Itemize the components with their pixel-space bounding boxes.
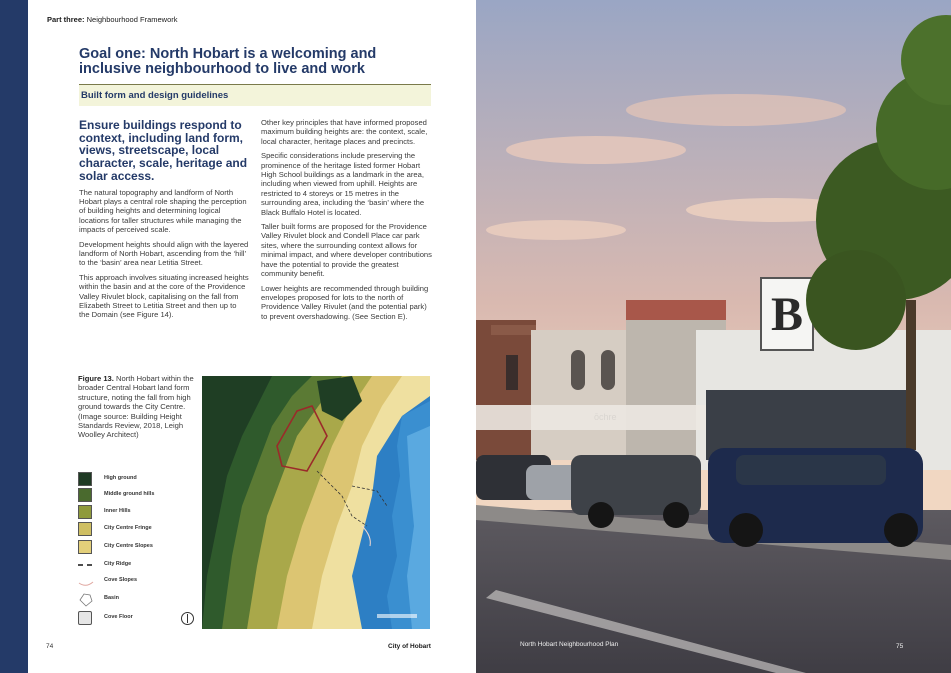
- figure-caption: [78, 374, 194, 440]
- paragraph: Taller built forms are proposed for the Providence Valley Rivulet block and Condell Place car park sites, where the surrounding context allows for minimal impact, and where developer contributions have the potential to provide the greatest community benefit.: [261, 222, 432, 279]
- paragraph: The natural topography and landform of North Hobart plays a central role shaping the perception of building heights and determining logical locations for taller structures while managing the impacts of perceived scale.: [79, 187, 247, 235]
- legend-swatch: [78, 611, 92, 625]
- paragraph: Development heights should align with the layered landform of North Hobart, ascending from the ‘hill’ to the ‘basin’ area near Letitia Street.: [79, 239, 249, 268]
- legend-item: [78, 540, 198, 556]
- page-number: 75: [896, 643, 904, 650]
- landform-map: [202, 376, 430, 629]
- legend-item: [78, 505, 198, 521]
- figure-label: Figure 13.: [78, 374, 114, 383]
- legend-label: Basin: [104, 595, 119, 601]
- footer-org: City of Hobart: [388, 643, 431, 650]
- paragraph: Other key principles that have informed proposed maximum building heights are: the context, scale, local character, heritage places and precincts.: [261, 118, 428, 146]
- basin-outline-icon: [78, 592, 94, 608]
- running-header: [47, 15, 178, 24]
- text-column-1: [79, 119, 249, 325]
- legend-item: [78, 488, 198, 504]
- street-photo: [476, 0, 951, 673]
- page-spine: [0, 0, 28, 673]
- legend-item: [78, 522, 198, 538]
- subheading: Ensure buildings respond to context, including land form, views, streetscape, local character, scale, heritage and solar access.: [79, 118, 248, 183]
- city-ridge-line-icon: [78, 558, 94, 572]
- legend-item: [78, 558, 198, 574]
- legend-label: City Ridge: [104, 561, 132, 567]
- text-column-2: [261, 118, 433, 326]
- legend-swatch: [78, 522, 92, 536]
- legend-item: [78, 592, 198, 608]
- legend-label: Middle ground hills: [104, 491, 155, 497]
- header-part: Part three:: [47, 15, 85, 24]
- legend-label: City Centre Fringe: [104, 525, 152, 531]
- left-page: [28, 0, 476, 673]
- footer-title: North Hobart Neighbourhood Plan: [520, 641, 619, 648]
- legend-swatch: [78, 540, 92, 554]
- legend-swatch: [78, 488, 92, 502]
- paragraph: Lower heights are recommended through building envelopes proposed for lots to the north of Providence Valley Rivulet (and the potential park) to prevent overshadowing. (See Section E).: [261, 283, 429, 321]
- legend-label: City Centre Slopes: [104, 543, 153, 549]
- building-sign-letter: B: [770, 288, 804, 341]
- header-section: Neighbourhood Framework: [86, 15, 178, 24]
- paragraph: This approach involves situating increased heights within the basin and at the core of the Providence Valley Rivulet block, capitalising on the fall from Elizabeth Street to Letitia Street and then up to the Domain (see Figure 14).: [79, 272, 249, 320]
- figure-caption-text: North Hobart within the broader Central Hobart land form structure, noting the fall from high ground towards the City Centre. (Image source: Building Height Standards Review, 2018, Leigh Woolley Architect): [78, 374, 194, 440]
- page-number: 74: [46, 643, 54, 650]
- legend-label: Cove Slopes: [104, 577, 138, 583]
- legend-label: High ground: [104, 475, 137, 481]
- legend-swatch: [78, 505, 92, 519]
- section-bar: Built form and design guidelines: [79, 85, 431, 106]
- legend-item: [78, 574, 198, 590]
- legend-swatch: [78, 472, 92, 486]
- legend-item: [78, 472, 198, 488]
- legend-label: Inner Hills: [104, 508, 131, 514]
- paragraph: Specific considerations include preserving the prominence of the heritage listed former Hobart High School buildings as a landmark in the area, including when viewed from uphill. Heights are restricted to 4 storeys or 15 metres in the surrounding area, including the ‘basin’ where the Black Buffalo Hotel is located.: [261, 151, 425, 217]
- goal-title: Goal one: North Hobart is a welcoming and inclusive neighbourhood to live and work: [79, 46, 377, 77]
- north-arrow-icon: [181, 612, 194, 625]
- right-page-photo: [476, 0, 951, 673]
- legend-label: Cove Floor: [104, 614, 133, 620]
- legend-item: [78, 611, 198, 627]
- cove-slopes-icon: [78, 574, 94, 588]
